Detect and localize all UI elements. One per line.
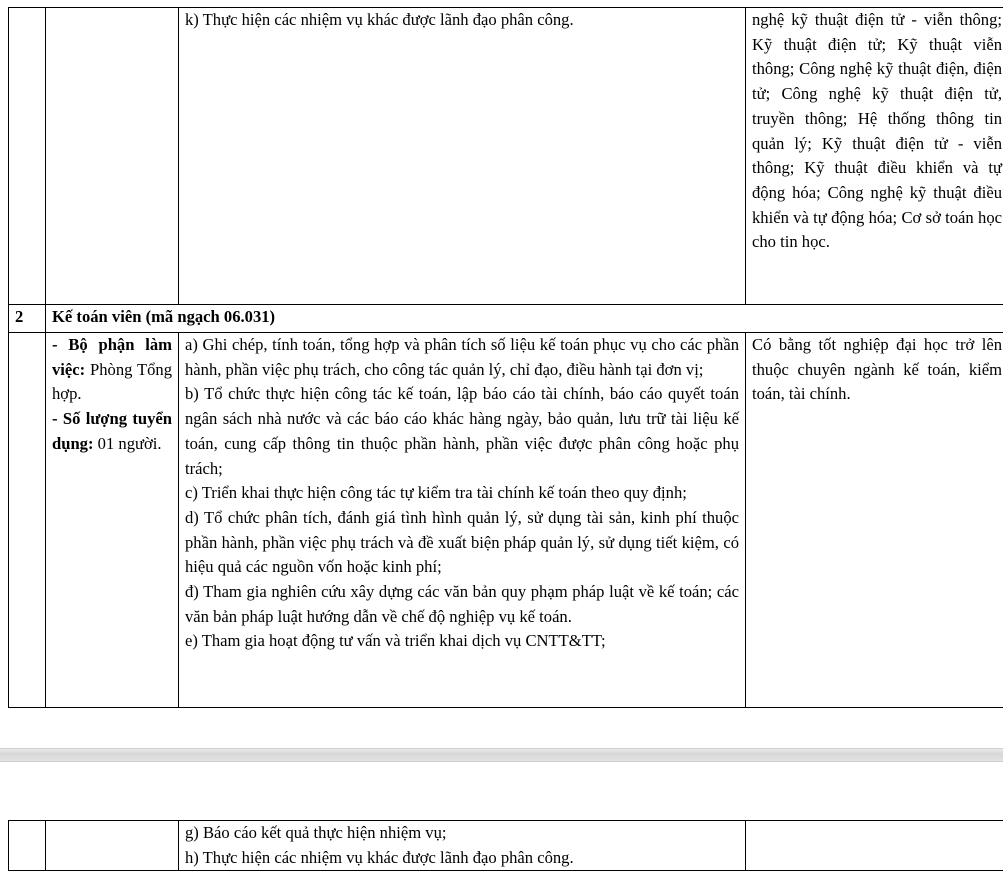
department-value: Phòng Tổng hợp. — [52, 359, 172, 404]
number-cell — [9, 8, 46, 305]
quota-label: - Số lượng tuyển dụng: — [52, 409, 172, 453]
position-title-cell — [46, 305, 1003, 333]
qualification-cell — [746, 8, 1003, 305]
department-label: - Bộ phận làm việc: — [52, 335, 172, 379]
duty-item: k) Thực hiện các nhiệm vụ khác được lãnh đạo phân công. — [185, 10, 574, 29]
recruitment-table — [8, 7, 1003, 708]
table-row — [9, 333, 1003, 708]
table-row — [9, 8, 1003, 305]
duties-cell — [179, 8, 746, 305]
duty-item: b) Tổ chức thực hiện công tác kế toán, lập báo cáo tài chính, báo cáo quyết toán ngân sách nhà nước và các báo cáo khác hàng ngày, bảo quản, lưu trữ tài liệu kế toán, cung cấp thông tin thuộc phần hành, phần việc được phân công hoặc phụ trách; — [185, 384, 739, 478]
duty-item: e) Tham gia hoạt động tư vấn và triển khai dịch vụ CNTT&TT; — [185, 631, 606, 651]
duties-cell — [179, 333, 746, 708]
position-title: Kế toán viên (mã ngạch 06.031) — [52, 307, 276, 326]
duty-item: c) Triển khai thực hiện công tác tự kiểm tra tài chính kế toán theo quy định; — [185, 483, 687, 503]
number-cell — [9, 333, 46, 708]
duty-item: d) Tổ chức phân tích, đánh giá tình hình quản lý, sử dụng tài sản, kinh phí thuộc phần hành, phần việc phụ trách và đề xuất biện pháp quản lý, sử dụng tiết kiệm, có hiệu quả các nguồn vốn hoặc kinh phí; — [185, 507, 739, 577]
department-cell — [46, 333, 179, 708]
department-cell — [46, 8, 179, 305]
page-separator — [0, 748, 1003, 762]
number-cell — [9, 821, 46, 871]
quota-value: 01 người. — [97, 433, 162, 453]
recruitment-table-continued — [8, 820, 1003, 871]
table-row — [9, 305, 1003, 333]
qualification-text: nghệ kỹ thuật điện tử - viễn thông; Kỹ thuật điện tử; Kỹ thuật viễn thông; Công nghệ kỹ thuật điện, điện tử; Công nghệ kỹ thuật điện tử, truyền thông; Hệ thống thông tin quản lý; Kỹ thuật điện tử - viễn thông; Kỹ thuật điều khiển và tự động hóa; Công nghệ kỹ thuật điều khiển và tự động hóa; Cơ sở toán học cho tin học. — [752, 10, 1002, 252]
duty-item: h) Thực hiện các nhiệm vụ khác được lãnh đạo phân công. — [185, 847, 574, 867]
duty-item: a) Ghi chép, tính toán, tổng hợp và phân tích số liệu kế toán phục vụ cho các phần hành, phần việc phụ trách, cho công tác quản lý, chỉ đạo, điều hành tại đơn vị; — [185, 335, 739, 379]
duty-item: đ) Tham gia nghiên cứu xây dựng các văn bản quy phạm pháp luật về kế toán; các văn bản pháp luật hướng dẫn về chế độ nghiệp vụ kế toán. — [185, 582, 739, 626]
qualification-cell — [746, 821, 1003, 871]
duty-item: g) Báo cáo kết quả thực hiện nhiệm vụ; — [185, 823, 447, 842]
row-number: 2 — [9, 305, 46, 333]
qualification-cell — [746, 333, 1003, 708]
department-cell — [46, 821, 179, 871]
table-row — [9, 821, 1003, 871]
qualification-text: Có bằng tốt nghiệp đại học trở lên thuộc chuyên ngành kế toán, kiểm toán, tài chính. — [752, 335, 1002, 404]
duties-cell — [179, 821, 746, 871]
document-page-2 — [0, 762, 1003, 881]
